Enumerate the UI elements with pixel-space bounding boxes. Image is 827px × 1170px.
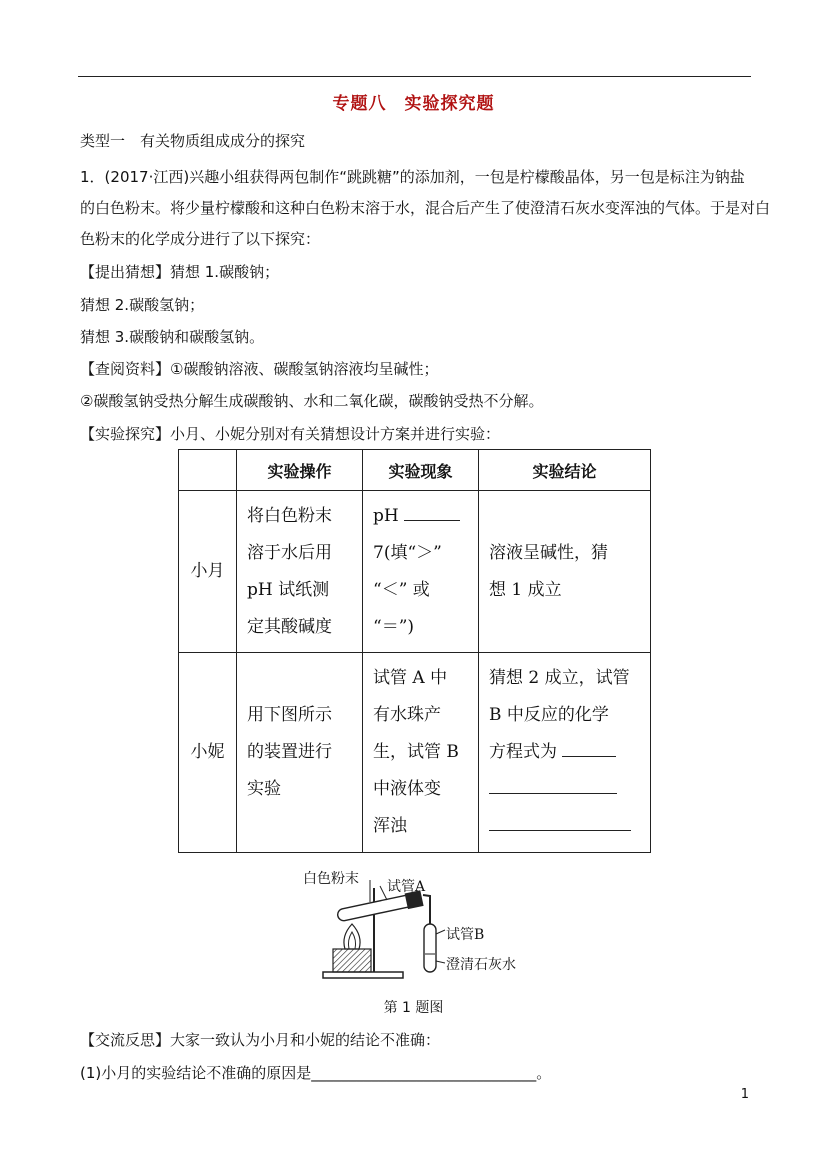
figure-caption: 第 1 题图 xyxy=(383,1000,444,1016)
label-tube-b: 试管B xyxy=(446,927,485,943)
experiment-intro: 【实验探究】小月、小妮分别对有关猜想设计方案并进行实验： xyxy=(80,425,501,443)
sub-question-1: (1)小月的实验结论不准确的原因是______________________________。 xyxy=(80,1064,552,1082)
apparatus-figure xyxy=(295,866,545,984)
table-row xyxy=(179,491,651,653)
cell-line: 溶于水后用 xyxy=(247,542,332,563)
question-text-line: 色粉末的化学成分进行了以下探究： xyxy=(80,230,321,248)
cell-line: 猜想 2 成立，试管 xyxy=(489,668,630,688)
cell-line: 中液体变 xyxy=(373,779,441,799)
cell-line: 浑浊 xyxy=(373,816,407,836)
cell-line: 有水珠产 xyxy=(373,705,441,725)
student-name: 小月 xyxy=(179,491,237,653)
cell-line xyxy=(373,498,468,535)
table-header-cell xyxy=(179,450,237,491)
table-header-cell: 实验结论 xyxy=(479,450,651,491)
hypothesis-1: 【提出猜想】猜想 1.碳酸钠； xyxy=(80,263,280,281)
operation-cell xyxy=(237,653,363,853)
cell-line: “＝”) xyxy=(373,616,415,637)
hypothesis-2: 猜想 2.碳酸氢钠； xyxy=(80,296,205,314)
cell-line: 用下图所示 xyxy=(247,705,332,725)
cell-line: 定其酸碱度 xyxy=(247,616,332,637)
page-title: 专题八 实验探究题 xyxy=(332,94,495,114)
cell-text: 方程式为 xyxy=(489,742,557,762)
cell-line: “＜” 或 xyxy=(373,579,430,600)
observation-cell xyxy=(363,491,479,653)
cell-line: pH 试纸测 xyxy=(247,579,330,600)
cell-line: 试管 A 中 xyxy=(373,668,448,688)
cell-line: 将白色粉末 xyxy=(247,505,332,526)
reference-2: ②碳酸氢钠受热分解生成碳酸钠、水和二氧化碳，碳酸钠受热不分解。 xyxy=(80,392,544,410)
table-header-cell: 实验现象 xyxy=(363,450,479,491)
answer-blank[interactable] xyxy=(562,739,616,757)
cell-line: 想 1 成立 xyxy=(489,579,562,600)
table-header-row xyxy=(179,450,651,491)
answer-blank[interactable] xyxy=(489,776,617,794)
label-limewater: 澄清石灰水 xyxy=(446,957,516,973)
experiment-table xyxy=(178,449,651,853)
reference-1: 【查阅资料】①碳酸钠溶液、碳酸氢钠溶液均呈碱性； xyxy=(80,360,439,378)
cell-line xyxy=(489,808,640,845)
cell-line: 7(填“＞” xyxy=(373,542,442,563)
hypothesis-3: 猜想 3.碳酸钠和碳酸氢钠。 xyxy=(80,328,265,346)
header-rule xyxy=(78,76,751,77)
table-row xyxy=(179,653,651,853)
observation-cell xyxy=(363,653,479,853)
cell-line xyxy=(489,771,640,808)
cell-line: 溶液呈碱性，猜 xyxy=(489,542,608,563)
question-text-line: 的白色粉末。将少量柠檬酸和这种白色粉末溶于水，混合后产生了使澄清石灰水变浑浊的气体。于是对白 xyxy=(80,199,771,217)
cell-line xyxy=(489,734,640,771)
cell-line: 生，试管 B xyxy=(373,742,459,762)
table-header-cell: 实验操作 xyxy=(237,450,363,491)
label-powder: 白色粉末 xyxy=(303,871,359,887)
type-heading: 类型一 有关物质组成成分的探究 xyxy=(80,132,306,150)
cell-line: B 中反应的化学 xyxy=(489,705,609,725)
cell-line: 的装置进行 xyxy=(247,742,332,762)
page-number: 1 xyxy=(740,1087,749,1102)
conclusion-cell xyxy=(479,491,651,653)
student-name: 小妮 xyxy=(179,653,237,853)
label-tube-a: 试管A xyxy=(387,879,426,895)
ph-label: pH xyxy=(373,505,399,526)
cell-line: 实验 xyxy=(247,779,281,799)
operation-cell xyxy=(237,491,363,653)
question-text-line: 1．(2017·江西)兴趣小组获得两包制作“跳跳糖”的添加剂，一包是柠檬酸晶体，另一包是标注为钠盐 xyxy=(80,168,745,186)
answer-blank[interactable] xyxy=(404,503,460,521)
answer-blank[interactable] xyxy=(489,813,631,831)
conclusion-cell xyxy=(479,653,651,853)
reflection-heading: 【交流反思】大家一致认为小月和小妮的结论不准确： xyxy=(80,1031,441,1049)
